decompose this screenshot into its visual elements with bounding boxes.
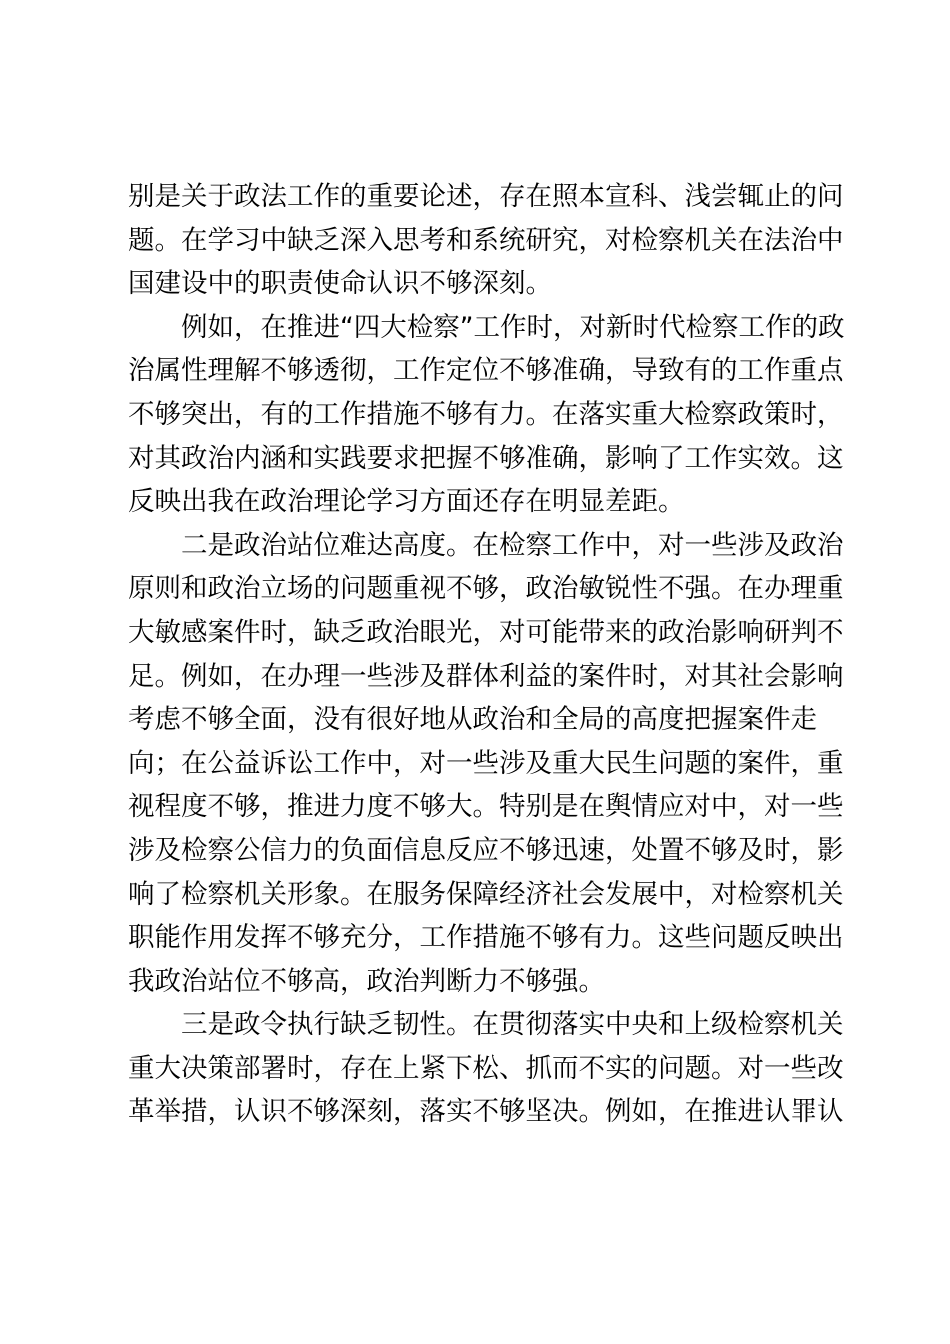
text-line: 大敏感案件时，缺乏政治眼光，对可能带来的政治影响研判不 (128, 616, 844, 648)
text-line: 对其政治内涵和实践要求把握不够准确，影响了工作实效。这 (128, 442, 844, 474)
text-line: 不够突出，有的工作措施不够有力。在落实重大检察政策时， (128, 398, 844, 430)
text-line: 原则和政治立场的问题重视不够，政治敏锐性不强。在办理重 (128, 573, 844, 605)
text-line: 响了检察机关形象。在服务保障经济社会发展中，对检察机关 (128, 878, 844, 910)
text-line: 题。在学习中缺乏深入思考和系统研究，对检察机关在法治中 (128, 224, 844, 256)
paragraph-2 (128, 306, 845, 524)
text-line: 我政治站位不够高，政治判断力不够强。 (128, 965, 605, 997)
text-line: 职能作用发挥不够充分，工作措施不够有力。这些问题反映出 (128, 922, 844, 954)
text-line: 革举措，认识不够深刻，落实不够坚决。例如，在推进认罪认 (128, 1096, 844, 1128)
text-line: 反映出我在政治理论学习方面还存在明显差距。 (128, 486, 685, 518)
text-line: 向；在公益诉讼工作中，对一些涉及重大民生问题的案件，重 (128, 747, 844, 779)
text-line: 视程度不够，推进力度不够大。特别是在舆情应对中，对一些 (128, 791, 844, 823)
paragraph-4 (128, 1003, 844, 1134)
paragraph-3 (128, 524, 844, 1004)
document-body (128, 175, 845, 1134)
paragraph-1 (128, 175, 844, 306)
text-line: 足。例如，在办理一些涉及群体利益的案件时，对其社会影响 (128, 660, 844, 692)
text-line: 三是政令执行缺乏韧性。在贯彻落实中央和上级检察机关 (181, 1009, 844, 1041)
text-line: 考虑不够全面，没有很好地从政治和全局的高度把握案件走 (128, 704, 817, 736)
text-line: 治属性理解不够透彻，工作定位不够准确，导致有的工作重点 (128, 355, 844, 387)
text-line: 例如，在推进“四大检察”工作时，对新时代检察工作的政 (181, 311, 845, 343)
text-line: 涉及检察公信力的负面信息反应不够迅速，处置不够及时，影 (128, 834, 844, 866)
text-line: 二是政治站位难达高度。在检察工作中，对一些涉及政治 (181, 529, 844, 561)
text-line: 国建设中的职责使命认识不够深刻。 (128, 268, 552, 300)
text-line: 重大决策部署时，存在上紧下松、抓而不实的问题。对一些改 (128, 1052, 844, 1084)
text-line: 别是关于政法工作的重要论述，存在照本宣科、浅尝辄止的问 (128, 181, 844, 212)
